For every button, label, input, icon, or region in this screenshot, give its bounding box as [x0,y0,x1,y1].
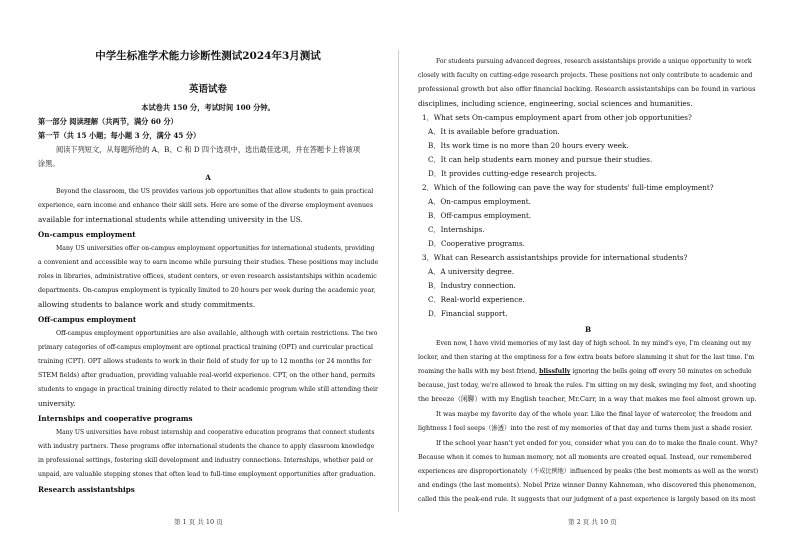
passage-b-line [418,367,752,376]
q1-option-c: C．It can help students earn money and pursue their studies. [428,155,653,164]
passage-b-line: Even now, I have vivid memories of my last day of high school. In my mind's eye, I'm cleaning out my [436,340,752,347]
passage-b-line: If the school year hasn't yet ended for you, consider what you can do to make the finale count. Why? [436,440,758,447]
intro-line: experience, earn income and enhance their skill sets. Here are some of the diverse employment avenues [38,202,374,209]
internship-line: unpaid, are valuable stepping stones that often lead to full-time employment opportunities after graduation. [38,471,376,478]
page-2 [418,0,758,558]
page-1 [38,0,378,558]
q3-option-a: A．A university degree. [428,267,515,276]
off-campus-line: primary categories of off-campus employment are optional practical training (OPT) and curricular practical [38,344,374,351]
research-line: For students pursuing advanced degrees, research assistantships provide a unique opportunity to work [436,58,752,65]
passage-b-line: called this the peak-end rule. It suggests that our judgment of a past experience is largely based on its most [418,496,756,503]
q1-option-d: D．It provides cutting-edge research projects. [428,169,597,178]
q2-option-d: D．Cooperative programs. [428,239,525,248]
q3-option-b: B．Industry connection. [428,281,516,290]
heading-off-campus: Off-campus employment [38,315,137,324]
q2-option-c: C．Internships. [428,225,485,234]
research-line: closely with faculty on cutting-edge research projects. These positions not only contribute to academic and [418,72,753,79]
instruction-line-1: 阅读下列短文，从每题所给的 A、B、C 和 D 四个选项中，选出最佳选项，并在答题卡上将该项 [56,145,361,154]
part-heading: 第一部分 阅读理解（共两节，满分 60 分） [38,117,178,126]
off-campus-line: students to engage in practical training directly related to their academic program while still attending their [38,386,378,393]
passage-b-line: lightness I feel seeps（渗透）into the rest of my memories of that day and turns them just a shade rosier. [418,425,753,432]
passage-b-text: roaming the halls with my best friend, [418,368,540,375]
instruction-line-2: 涂黑。 [38,159,60,168]
q3-option-d: D．Financial support. [428,309,508,318]
on-campus-line: departments. On-campus employment is typically limited to 20 hours per week during the academic year, [38,287,376,294]
internship-line: with industry partners. These programs offer international students the chance to apply classroom knowledge [38,443,375,450]
heading-on-campus: On-campus employment [38,230,136,239]
internship-line: Many US universities have robust internship and cooperative education programs that connect students [56,429,375,436]
q2-option-a: A．On-campus employment. [428,197,531,206]
on-campus-line: a convenient and accessible way to earn income while pursuing their studies. These positions may include [38,259,379,266]
intro-line: Beyond the classroom, the US provides various job opportunities that allow students to gain practical [56,188,374,195]
q3-option-c: C．Real-world experience. [428,295,525,304]
q1-option-a: A．It is available before graduation. [428,127,560,136]
passage-b-text: ignoring the bells going off every 50 minutes on schedule [570,368,752,375]
heading-internships: Internships and cooperative programs [38,414,193,423]
off-campus-line: university. [38,399,76,408]
passage-b-line: and endings (the last moments). Nobel Prize winner Danny Kahneman, who discovered this phenomenon, [418,482,757,489]
section-heading: 第一节（共 15 小题；每小题 3 分，满分 45 分） [38,131,201,140]
passage-letter-a: A [205,173,211,182]
research-line: professional growth but also offer financial backing. Research assistantships can be found in various [418,85,756,93]
internship-line: in professional settings, fostering skill development and industry connections. Internships, whether paid or [38,457,374,464]
q1-option-b: B．Its work time is no more than 20 hours every week. [428,141,629,150]
passage-b-line: It was maybe my favorite day of the whole year. Like the final layer of watercolor, the freedom and [436,411,752,418]
on-campus-line: roles in libraries, administrative offices, student centers, or even research assistantships within academic [38,273,377,280]
question-2: 2．Which of the following can pave the way for students' full-time employment? [422,183,714,192]
question-1: 1．What sets On-campus employment apart from other job opportunities? [422,113,692,122]
passage-b-line: Because when it comes to human memory, not all moments are created equal. Instead, our remembered [418,454,752,461]
exam-title: 中学生标准学术能力诊断性测试2024年3月测试 [95,50,321,62]
passage-b-line: because, just today, we're allowed to break the rules. I'm sitting on my desk, swinging my feet, and shooting [418,382,757,389]
underlined-word: blissfully [539,368,571,375]
passage-b-line: locker, and then staring at the emptiness for a few extra beats before slamming it shut for the last time. I'm [418,354,755,361]
subject-title: 英语试卷 [188,84,227,95]
score-line: 本试卷共 150 分，考试时间 100 分钟。 [141,103,275,112]
passage-b-line: the breeze（闲聊）with my English teacher, Mr.Carr, in a way that makes me feel almost grown up. [418,395,757,403]
research-line: disciplines, including science, engineering, social sciences and humanities. [418,99,693,108]
off-campus-line: training (CPT). OPT allows students to work in their field of study for up to 12 months (or 24 months for [38,358,372,365]
on-campus-line: allowing students to balance work and study commitments. [38,300,256,309]
passage-letter-b: B [584,325,592,334]
intro-line: available for international students while attending university in the US. [38,215,303,224]
off-campus-line: STEM fields) after graduation, providing valuable real-world experience. CPT, on the other hand, permits [38,372,376,379]
q2-option-b: B．Off-campus employment. [428,211,532,220]
off-campus-line: Off-campus employment opportunities are also available, although with certain restrictions. The two [56,330,378,337]
question-3: 3．What can Research assistantships provide for international students? [422,253,688,262]
heading-research: Research assistantships [38,485,135,494]
page-footer-1: 第 1 页 共 10 页 [174,518,223,526]
passage-b-line: experiences are disproportionately（不成比例地）influenced by peaks (the best moments as well as the worst) [418,468,759,475]
page-footer-2: 第 2 页 共 10 页 [568,518,617,526]
on-campus-line: Many US universities offer on-campus employment opportunities for international students, providing [56,245,375,252]
column-divider [398,50,399,512]
